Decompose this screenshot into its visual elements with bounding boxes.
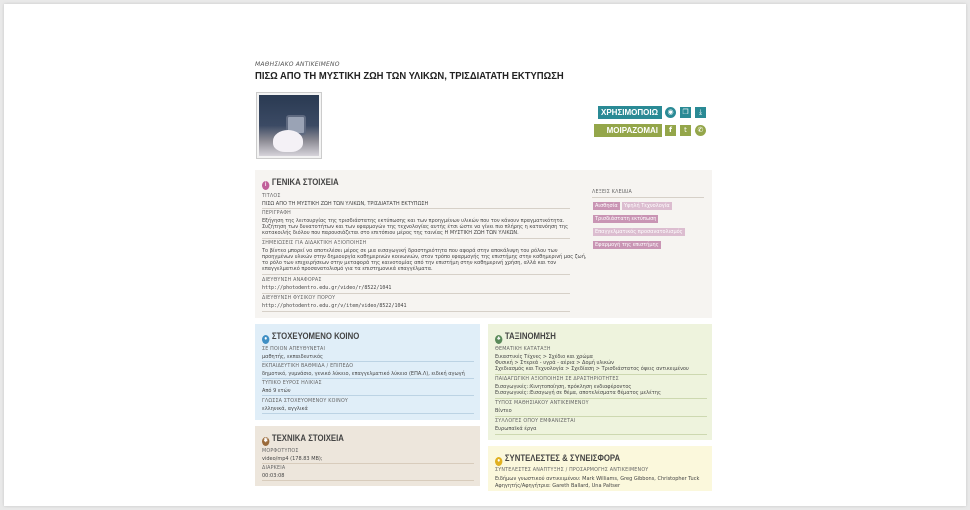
tree-icon: ♣ — [495, 335, 502, 344]
divider — [495, 374, 707, 375]
contrib-heading-text: ΣΥΝΤΕΛΕΣΤΕΣ & ΣΥΝΕΙΣΦΟΡΑ — [504, 453, 621, 464]
age-range-value: Από 9 ετών — [262, 388, 291, 394]
keywords-label: ΛΕΞΕΙΣ ΚΛΕΙΔΙΑ — [592, 190, 632, 195]
divider — [262, 463, 474, 464]
audience-who-value: μαθητής, εκπαιδευτικός — [262, 354, 323, 360]
share-button[interactable]: ΜΟΙΡΑΖΟΜΑΙ — [594, 124, 662, 137]
embed-icon[interactable]: ❐ — [679, 106, 692, 119]
age-range-label: ΤΥΠΙΚΟ ΕΥΡΟΣ ΗΛΙΚΙΑΣ — [262, 381, 322, 386]
divider — [495, 398, 707, 399]
whatsapp-icon[interactable]: ✆ — [694, 124, 707, 137]
audience-language-label: ΓΛΩΣΣΑ ΣΤΟΧΕΥΟΜΕΝΟΥ ΚΟΙΝΟΥ — [262, 399, 349, 404]
pedagogy-line-2: Εισαγωγικές::Εισαγωγή σε θέμα, αποτελέσματα θέματος μελέτης — [495, 390, 661, 396]
divider — [262, 413, 474, 414]
divider — [262, 378, 474, 379]
teaching-notes-label: ΣΗΜΕΙΩΣΕΙΣ ΓΙΑ ΔΙΔΑΚΤΙΚΗ ΑΞΙΟΠΟΙΗΣΗ — [262, 241, 367, 246]
pedagogy-line-1: Εισαγωγικές::Κινητοποίηση, πρόκληση ενδιαφέροντος — [495, 384, 632, 390]
education-level-value: δημοτικό, γυμνάσιο, γενικό λύκειο, επαγγελματικό λύκειο (ΕΠΑ.Λ), ειδική αγωγή — [262, 371, 465, 377]
info-circle-icon: i — [262, 181, 269, 190]
divider — [262, 311, 570, 312]
collections-label: ΣΥΛΛΟΓΕΣ ΟΠΟΥ ΕΜΦΑΝΙΖΕΤΑΙ — [495, 419, 576, 424]
gear-icon: ✱ — [263, 438, 268, 444]
divider — [262, 361, 474, 362]
people-icon: ● — [495, 457, 502, 466]
taxonomy-heading — [495, 331, 556, 344]
divider — [592, 197, 704, 198]
contributors-line-2: Αφηγητής/Αφηγήτρια: Gareth Ballard, Una Paltser — [495, 483, 621, 489]
title-field-value: ΠΙΣΩ ΑΠΟ ΤΗ ΜΥΣΤΙΚΗ ΖΩΗ ΤΩΝ ΥΛΙΚΩΝ, ΤΡΙΣΔΙΑΤΑΤΗ ΕΚΤΥΠΩΣΗ — [262, 201, 429, 207]
topic-label: ΘΕΜΑΤΙΚΗ ΚΑΤΑΤΑΞΗ — [495, 347, 551, 352]
description-line-3: κατακοιλής διόλου που παρουσιάζεται στο επιτόπιου μέρος της ταινίας Η ΜΥΣΤΙΚΗ ΖΩΗ ΤΩΝ ΥΛΙΚΩΝ. — [262, 230, 519, 236]
tech-heading-text: ΤΕΧΝΙΚΑ ΣΤΟΙΧΕΙΑ — [271, 433, 344, 444]
contributors-line-1: Ειδήμων γνωστικού αντικειμένου: Mark Williams, Greg Gibbons, Christopher Tuck — [495, 476, 700, 482]
description-line-1: Εξήγηση της λειτουργίας της τρισδιάστατης εκτύπωσης και των προηγμένων υλικών που τον κάνουν πραγματικότητα. — [262, 218, 565, 224]
facebook-icon[interactable]: f — [664, 124, 677, 137]
audience-heading-text: ΣΤΟΧΕΥΟΜΕΝΟ ΚΟΙΝΟ — [271, 331, 360, 342]
audience-icon: ● — [262, 335, 269, 344]
divider — [262, 208, 570, 209]
resource-url-link[interactable]: http://photodentro.edu.gr/v/item/video/8522/1041 — [262, 303, 407, 309]
keyword-tag[interactable]: Εφαρμογή της επιστήμης — [595, 242, 659, 248]
taxonomy-panel — [488, 324, 712, 440]
divider — [262, 274, 570, 275]
keyword-tag[interactable]: Αισθησία — [595, 203, 618, 209]
printed-object-shape — [273, 130, 303, 152]
page-title: ΠΙΣΩ ΑΠΟ ΤΗ ΜΥΣΤΙΚΗ ΖΩΗ ΤΩΝ ΥΛΙΚΩΝ, ΤΡΙΣΔΙΑΤΑΤΗ ΕΚΤΥΠΩΣΗ — [255, 70, 564, 82]
target-audience-heading — [262, 331, 359, 344]
duration-label: ΔΙΑΡΚΕΙΑ — [262, 466, 286, 471]
teaching-notes-line-2: προηγμένων υλικών στην δημιουργία καθημερινών κοινωνιών, στον τρόπο εφαρμογής της επιστήμης στην καθημερινή μας ζωή, — [262, 254, 587, 260]
video-thumbnail[interactable] — [256, 92, 322, 159]
target-audience-panel — [255, 324, 480, 420]
collections-value: Ευρωπαϊκά έργα — [495, 426, 537, 432]
audience-who-label: ΣΕ ΠΟΙΟΝ ΑΠΕΥΘΥΝΕΤΑΙ — [262, 347, 326, 352]
twitter-icon[interactable]: t — [679, 124, 692, 137]
education-level-label: ΕΚΠΑΙΔΕΥΤΙΚΗ ΒΑΘΜΙΔΑ / ΕΠΙΠΕΔΟ — [262, 364, 354, 369]
view-icon[interactable]: ◉ — [664, 106, 677, 119]
use-button[interactable]: ΧΡΗΣΙΜΟΠΟΙΩ — [598, 106, 662, 119]
technical-info-panel — [255, 426, 480, 486]
reference-url-link[interactable]: http://photodentro.edu.gr/video/r/8522/1041 — [262, 285, 392, 291]
object-type-field-label: ΤΥΠΟΣ ΜΑΘΗΣΙΑΚΟΥ ΑΝΤΙΚΕΙΜΕΝΟΥ — [495, 401, 589, 406]
topic-line-2: Φυσική > Στερεά - υγρά - αέρια > Δομή υλικών — [495, 360, 614, 366]
divider — [495, 416, 707, 417]
object-type-label: ΜΑΘΗΣΙΑΚΟ ΑΝΤΙΚΕΙΜΕΝΟ — [255, 61, 340, 68]
resource-url-label: ΔΙΕΥΘΥΝΣΗ ΦΥΣΙΚΟΥ ΠΟΡΟΥ — [262, 296, 336, 301]
taxonomy-heading-text: ΤΑΞΙΝΟΜΗΣΗ — [504, 331, 556, 342]
keyword-tag[interactable]: Τρισδιάστατη εκτύπωση — [595, 216, 657, 222]
teaching-notes-line-3: το ρόλο των επιχειρήσεων στην μεταφορά της καινοτομίας από την επιστήμη στην καθημερινή χρήση, αλλά και τον — [262, 260, 557, 266]
description-line-2: Συζήτηση των δυνατοτήτων και των εφαρμογών της τεχνολογίας αυτής έτσι ώστε να γίνει πιο πλήρης η κατανόηση της — [262, 224, 569, 230]
divider — [495, 434, 707, 435]
general-info-heading — [262, 177, 339, 190]
keyword-tag[interactable]: Επαγγελματικός προσανατολισμός — [595, 229, 683, 235]
technical-info-heading — [262, 433, 344, 446]
topic-line-3: Σχεδιασμός και Τεχνολογία > Σχεδίαση > Τρισδιάστατος όψεις αντικειμένου — [495, 366, 689, 372]
reference-url-label: ΔΙΕΥΘΥΝΣΗ ΑΝΑΦΟΡΑΣ — [262, 278, 322, 283]
divider — [262, 480, 474, 481]
download-icon[interactable]: ⤓ — [694, 106, 707, 119]
general-info-panel — [255, 170, 712, 318]
format-label: ΜΟΡΦΟΤΥΠΟΣ — [262, 449, 299, 454]
title-field-label: ΤΙΤΛΟΣ — [262, 194, 281, 199]
teaching-notes-line-4: επαγγελματικό προσανατολισμό για τα επιστημονικά επαγγέλματα. — [262, 266, 433, 272]
divider — [262, 293, 570, 294]
description-label: ΠΕΡΙΓΡΑΦΗ — [262, 211, 291, 216]
topic-line-1: Εικαστικές Τέχνες > Σχέδιο και χρώμα — [495, 354, 593, 360]
pedagogy-label: ΠΑΙΔΑΓΩΓΙΚΗ ΑΞΙΟΠΟΙΗΣΗ ΣΕ ΔΡΑΣΤΗΡΙΟΤΗΤΕΣ — [495, 377, 619, 382]
page-frame — [4, 4, 966, 506]
main-content — [255, 4, 711, 506]
general-heading-text: ΓΕΝΙΚΑ ΣΤΟΙΧΕΙΑ — [271, 177, 339, 188]
contributors-label: ΣΥΝΤΕΛΕΣΤΕΣ ΑΝΑΠΤΥΞΗΣ / ΠΡΟΣΑΡΜΟΓΗΣ ΑΝΤΙΚΕΙΜΕΝΟΥ — [495, 468, 649, 473]
object-type-value: Βίντεο — [495, 408, 512, 414]
contributors-heading — [495, 453, 620, 466]
divider — [262, 395, 474, 396]
duration-value: 00:03:08 — [262, 473, 285, 479]
format-value: video/mp4 (178.83 MB); — [262, 456, 323, 462]
divider — [262, 238, 570, 239]
contributors-panel — [488, 446, 712, 491]
keyword-tag[interactable]: Υφηλή Τεχνολογία — [624, 203, 670, 209]
teaching-notes-line-1: Το βίντεο μπορεί να αποτελέσει μέρος σε μια εισαγωγική δραστηριότητα που αφορά στην αποκάλυψη του ρόλου των — [262, 248, 558, 254]
thumbnail-image — [259, 95, 319, 156]
audience-language-value: ελληνικά, αγγλικά — [262, 406, 308, 412]
